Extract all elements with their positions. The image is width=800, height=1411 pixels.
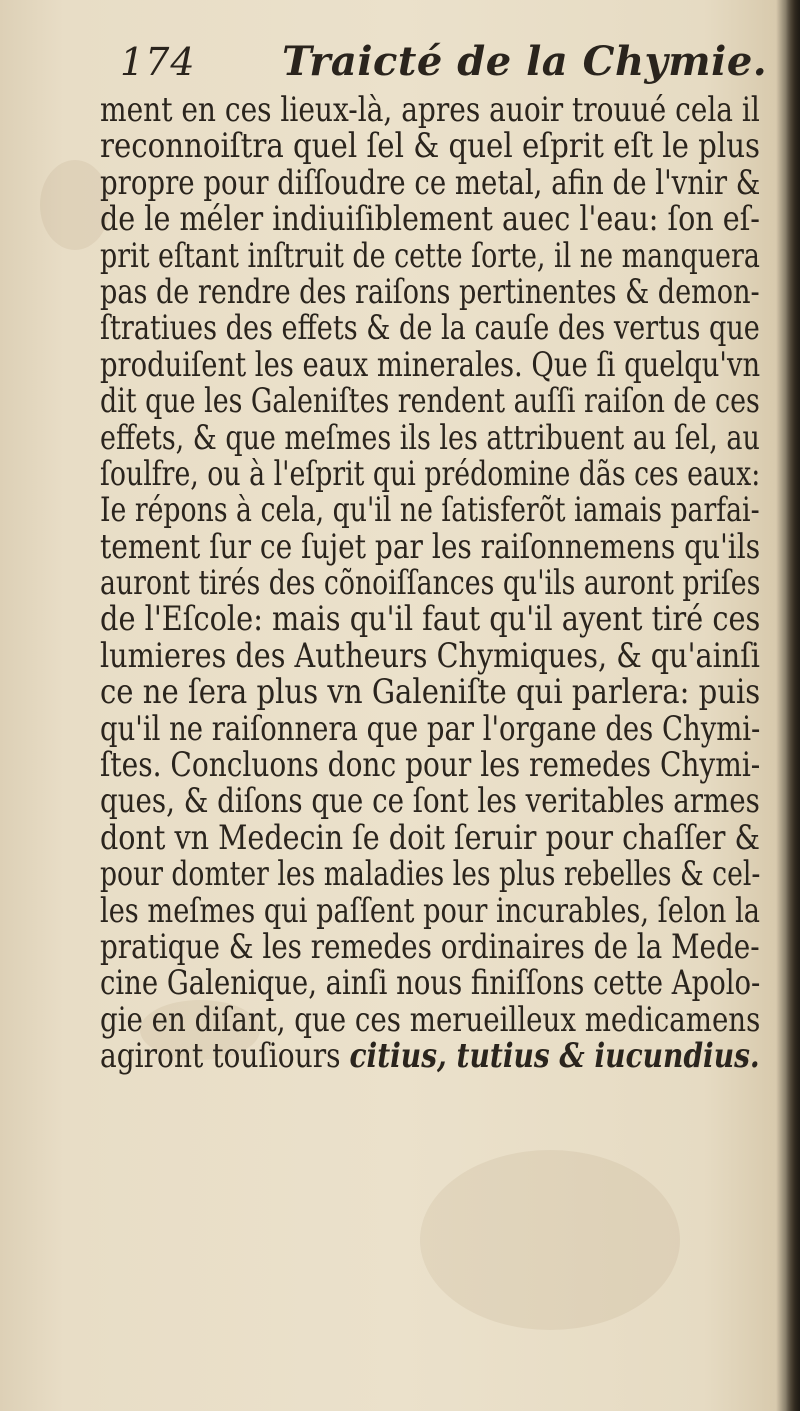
text-line: prit eſtant inſtruit de cette ſorte, il ne manquera — [100, 235, 760, 276]
text-line: Ie répons à cela, qu'il ne ſatisferõt iamais parfai- — [100, 490, 760, 531]
last-line-italic: citius, tutius & iucundius. — [349, 1036, 760, 1077]
text-line: pour domter les maladies les plus rebelles & cel- — [100, 854, 761, 895]
text-line: ſtes. Concluons donc pour les remedes Chymi- — [100, 745, 761, 786]
text-line: ment en ces lieux-là, apres auoir trouué cela il — [100, 90, 760, 130]
text-line: cine Galenique, ainſi nous finiſſons cette Apolo- — [100, 963, 761, 1004]
paper-stain — [420, 1150, 680, 1330]
text-line: auront tirés des cõnoiſſances qu'ils auront priſes — [100, 563, 761, 604]
text-line: dit que les Galeniſtes rendent auſſi raiſon de ces — [100, 381, 760, 422]
last-line-roman: agiront touſiours — [100, 1036, 350, 1077]
text-line: ques, & diſons que ce ſont les veritables armes — [100, 781, 760, 822]
text-line: propre pour diſſoudre ce metal, afin de l'vnir & — [100, 162, 761, 203]
page-header — [0, 38, 800, 98]
text-line: de l'Eſcole: mais qu'il faut qu'il ayent tiré ces — [100, 599, 761, 640]
text-line: dont vn Medecin ſe doit ſeruir pour chaſſer & — [100, 817, 760, 858]
text-line: gie en diſant, que ces merueilleux medicamens — [100, 999, 761, 1040]
book-spine-shadow — [786, 0, 800, 1411]
text-line: effets, & que meſmes ils les attribuent au ſel, au — [100, 417, 760, 458]
text-line: lumieres des Autheurs Chymiques, & qu'ainſi — [100, 635, 760, 676]
text-line: pas de rendre des raiſons pertinentes & demon- — [100, 271, 760, 312]
text-line: tement ſur ce ſujet par les raiſonnemens qu'ils — [100, 526, 761, 567]
text-line-last — [100, 1036, 760, 1077]
text-line: pratique & les remedes ordinaires de la Mede- — [100, 926, 760, 967]
text-line: reconnoiſtra quel ſel & quel eſprit eſt le plus — [100, 126, 761, 167]
page-number: 174 — [120, 40, 196, 84]
text-line: qu'il ne raiſonnera que par l'organe des Chymi- — [100, 708, 761, 749]
text-line: de le méler indiuiſiblement auec l'eau: ſon eſ- — [100, 199, 760, 240]
body-text — [100, 92, 760, 1075]
text-line: ce ne ſera plus vn Galeniſte qui parlera: puis — [100, 672, 761, 713]
text-line: les meſmes qui paſſent pour incurables, ſelon la — [100, 890, 760, 931]
running-title: Traicté de la Chymie. — [282, 38, 768, 85]
text-line: ſoulfre, ou à l'eſprit qui prédomine dãs ces eaux: — [100, 453, 761, 494]
text-line: ſtratiues des effets & de la cauſe des vertus que — [100, 308, 760, 349]
text-line: produiſent les eaux minerales. Que ſi quelqu'vn — [100, 344, 761, 385]
